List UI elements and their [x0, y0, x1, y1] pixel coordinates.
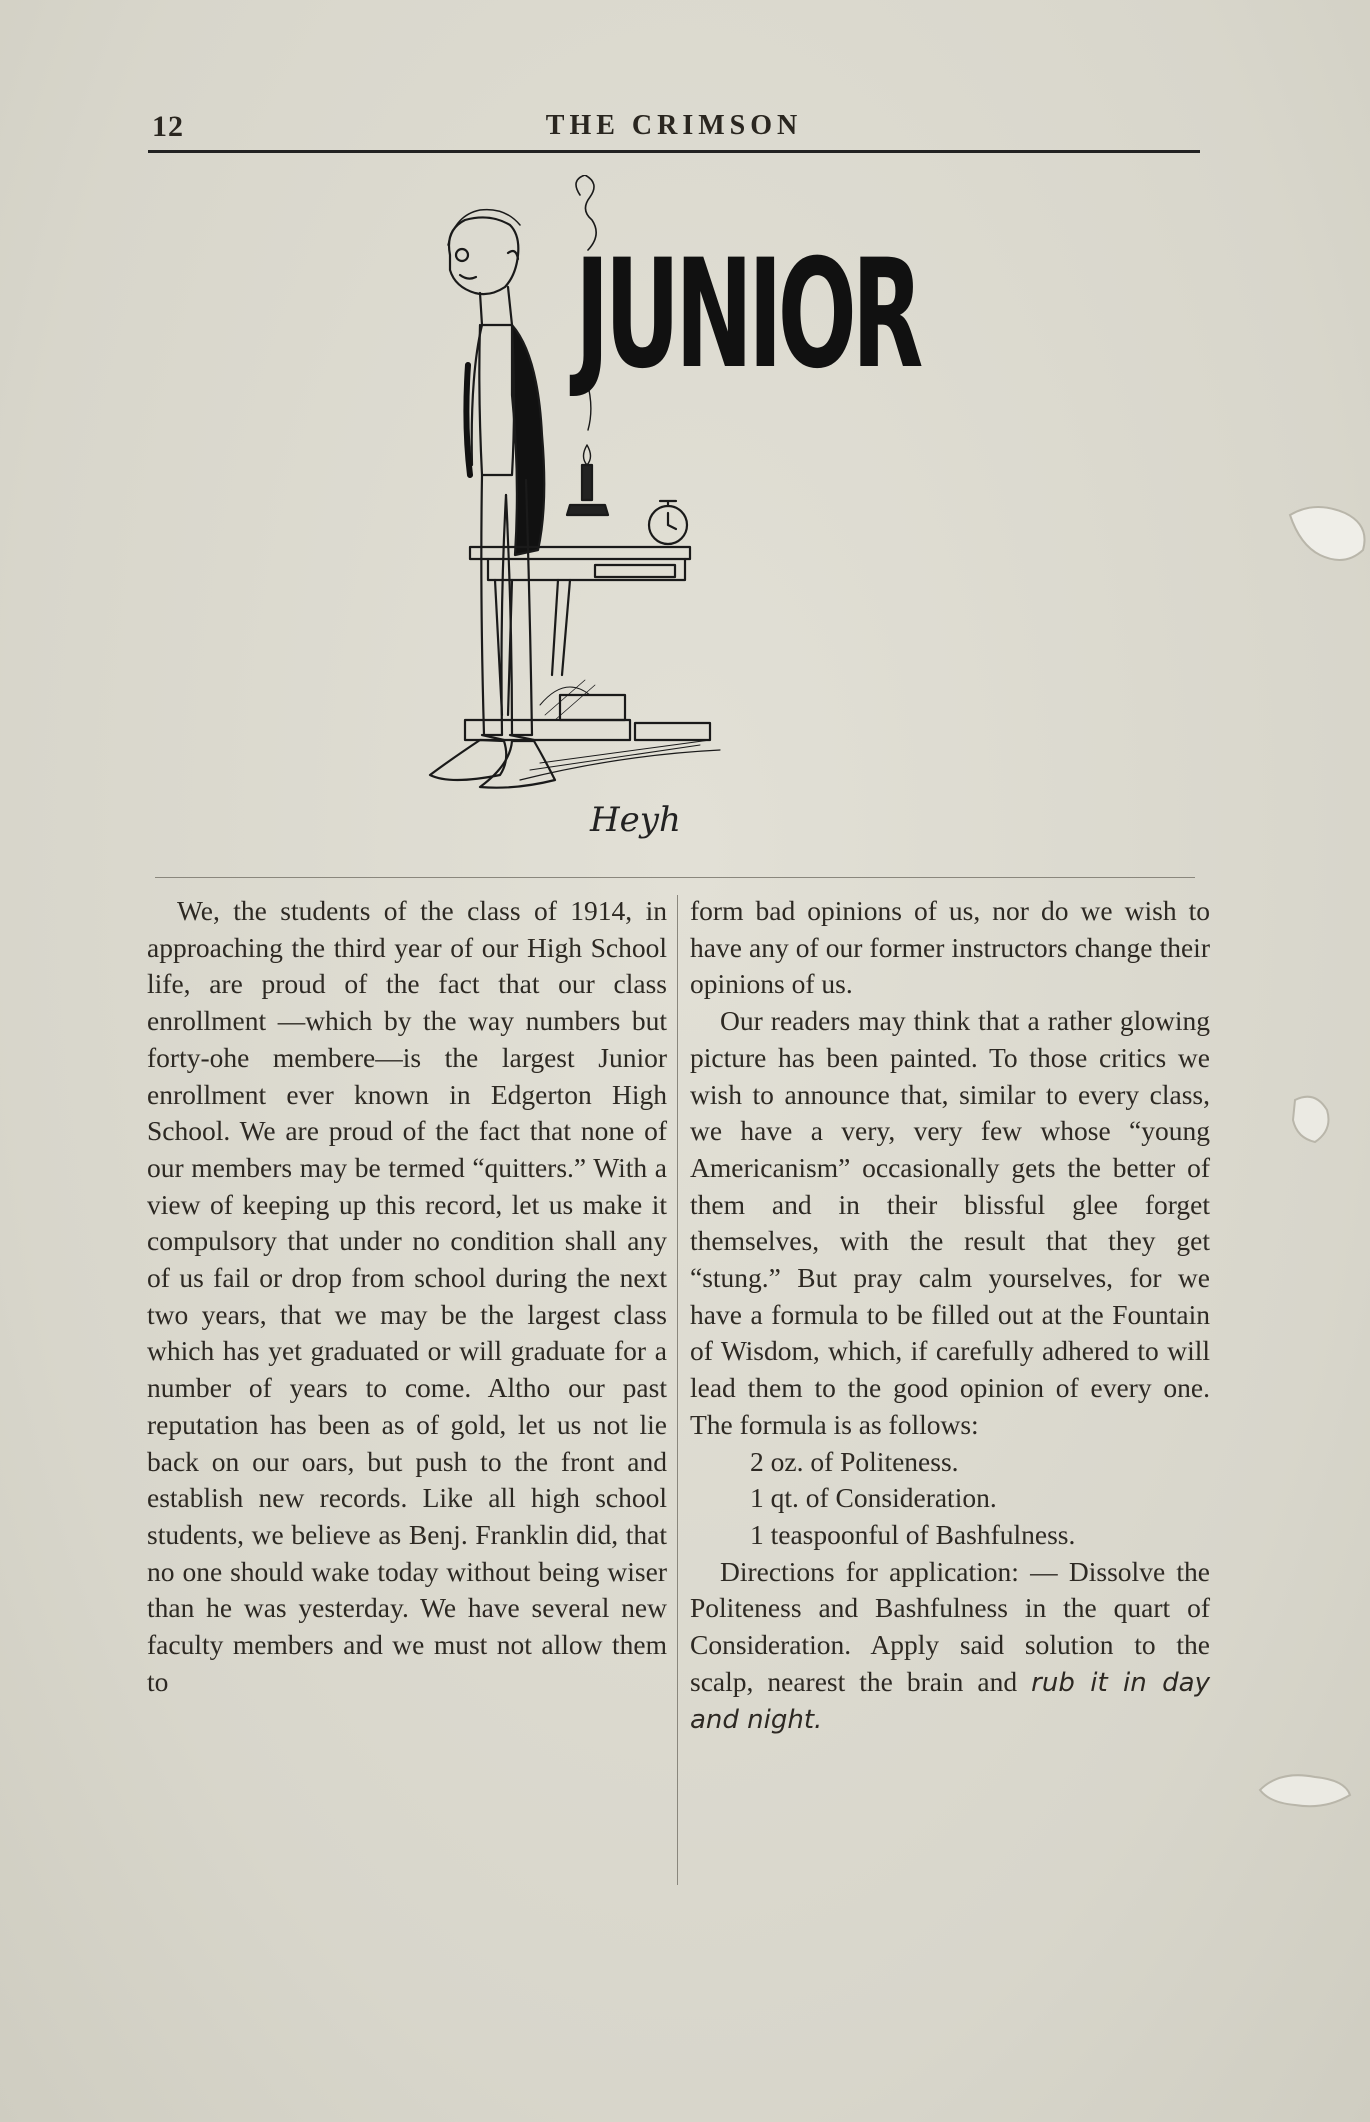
article-left-column	[147, 893, 667, 1700]
artist-signature: Heyh	[590, 800, 681, 840]
directions-emphasis: rub it in day and night.	[690, 1667, 1210, 1736]
column-rule	[677, 895, 678, 1885]
article-paragraph-2: Our readers may think that a rather glowing picture has been painted. To those critics we wish to announce that, similar to every class, we have a very, very few whose “young Americanism” occasionally gets the better of them and in their blissful glee forget themselves, with the result that they get “stung.” But pray calm yourselves, for we have a formula to be filled out at the Fountain of Wisdom, which, if carefully adhered to will lead them to the good opinion of every one. The formula is as follows:	[690, 1005, 1210, 1440]
paper-tear-mark	[1285, 495, 1370, 575]
article-right-column	[690, 893, 1210, 1739]
article-continuation: form bad opinions of us, nor do we wish to have any of our former instructors change their opinions of us.	[690, 895, 1210, 1000]
section-divider	[155, 877, 1195, 878]
formula-item: 1 qt. of Consideration.	[750, 1482, 997, 1514]
paper-tear-mark	[1285, 1090, 1335, 1150]
directions-paragraph	[690, 1554, 1210, 1740]
formula-item: 1 teaspoonful of Bashfulness.	[750, 1518, 1076, 1550]
formula-item: 2 oz. of Politeness.	[750, 1445, 959, 1477]
page-header	[148, 104, 1200, 153]
page-number: 12	[152, 110, 184, 143]
directions-text: Directions for application: — Dissolve the Politeness and Bashfulness in the quart of Consideration. Apply said solution to the scalp, nearest the brain and	[690, 1555, 1210, 1697]
paper-tear-mark	[1255, 1765, 1355, 1815]
running-head: THE CRIMSON	[545, 110, 803, 141]
article-paragraph-1: We, the students of the class of 1914, in approaching the third year of our High School life, are proud of the fact that our class enrollment —which by the way numbers but forty-ohe membere—is the largest Junior enrollment ever known in Edgerton High School. We are proud of the fact that none of our members may be termed “quitters.” With a view of keeping up this record, let us make it compulsory that under no condition shall any of us fail or drop from school during the next two years, that we may be the largest class which has yet graduated or will graduate for a number of years to come. Altho our past reputation has been as of gold, let us not lie back on our oars, but push to the front and establish new records. Like all high school students, we believe as Benj. Franklin did, that no one should wake today without being wiser than he was yesterday. We have several new faculty members and we must not allow them to	[147, 895, 667, 1697]
junior-title: JUNIOR	[575, 228, 919, 402]
